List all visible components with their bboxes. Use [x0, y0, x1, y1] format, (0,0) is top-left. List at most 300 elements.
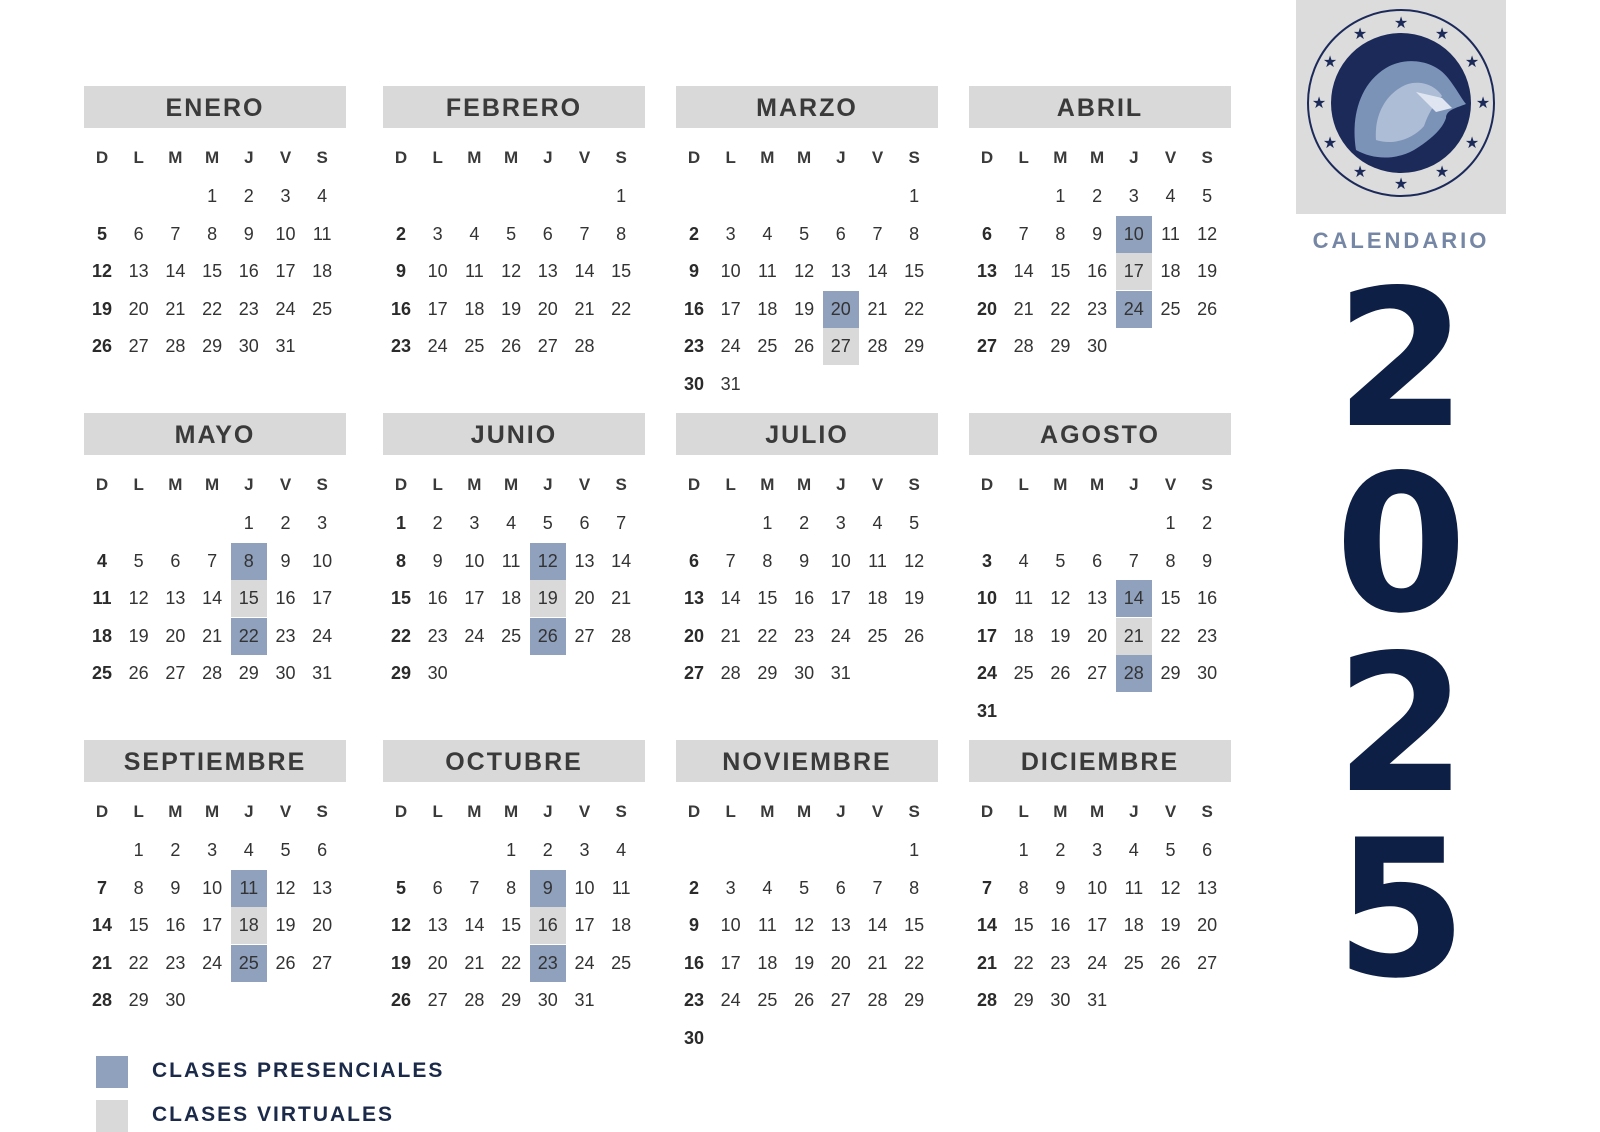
day-cell: 11	[611, 877, 631, 898]
day-cell: 14	[1116, 580, 1152, 617]
day-cell: 18	[757, 298, 778, 319]
day-cell: 14	[720, 588, 741, 608]
day-cell: 2	[688, 877, 699, 898]
month-agosto	[969, 413, 1231, 721]
day-cell: 7	[872, 223, 883, 244]
day-cell: 6	[1092, 550, 1103, 571]
weekday-label: M	[1053, 802, 1068, 821]
weekday-label: L	[432, 802, 443, 821]
weekday-label: M	[205, 802, 220, 821]
day-cell: 19	[275, 915, 296, 935]
day-cell: 27	[823, 328, 859, 365]
day-cell: 28	[976, 990, 998, 1010]
day-cell: 30	[1087, 336, 1108, 356]
year-digit-2: 0	[1334, 434, 1468, 655]
weekday-label: L	[133, 802, 144, 821]
weekday-label: M	[504, 148, 519, 167]
day-cell: 10	[312, 550, 333, 571]
day-cell: 31	[312, 663, 333, 683]
day-cell: 19	[530, 580, 566, 617]
day-cell: 16	[683, 952, 705, 973]
month-header: AGOSTO	[969, 413, 1231, 455]
day-cell: 8	[909, 223, 920, 244]
day-cell: 12	[794, 261, 815, 281]
day-cell: 29	[202, 336, 223, 356]
weekday-label: M	[168, 475, 183, 494]
day-cell: 15	[231, 580, 267, 617]
month-junio	[383, 413, 645, 683]
day-cell: 4	[1128, 840, 1139, 860]
day-cell: 20	[1197, 915, 1218, 935]
year-digit-3: 2	[1334, 614, 1468, 835]
day-cell: 11	[92, 588, 112, 608]
weekday-header-row	[969, 475, 1231, 499]
day-cell: 14	[464, 915, 485, 935]
weekday-label: L	[725, 148, 736, 167]
year-digit-4: 5	[1334, 799, 1468, 1020]
day-cell: 1	[207, 186, 218, 206]
day-cell: 27	[128, 336, 149, 356]
day-cell: 4	[616, 840, 627, 860]
day-cell: 28	[867, 336, 888, 356]
month-enero	[84, 86, 346, 356]
day-cell: 20	[427, 952, 448, 973]
weekday-label: M	[205, 475, 220, 494]
day-cell: 10	[464, 550, 485, 571]
weekday-label: D	[95, 802, 109, 821]
day-cell: 12	[91, 261, 113, 281]
svg-text:★: ★	[1475, 93, 1491, 112]
day-cell: 6	[579, 513, 590, 533]
weekday-label: J	[543, 148, 553, 167]
weekday-label: D	[687, 802, 701, 821]
day-cell: 3	[207, 840, 218, 860]
day-cell: 19	[794, 298, 815, 319]
weekday-label: M	[504, 475, 519, 494]
day-cell: 2	[280, 513, 291, 533]
day-cell: 13	[683, 588, 705, 608]
day-cell: 17	[574, 915, 595, 935]
day-cell: 28	[464, 990, 485, 1010]
day-cell: 14	[976, 915, 998, 935]
day-cell: 21	[91, 952, 113, 973]
day-cell: 10	[976, 588, 998, 608]
weekday-label: V	[1164, 802, 1177, 821]
day-cell: 3	[725, 877, 736, 898]
weekday-label: S	[316, 148, 328, 167]
day-cell: 4	[243, 840, 254, 860]
weekday-label: S	[1201, 475, 1213, 494]
weekday-label: S	[1201, 148, 1213, 167]
weekday-label: L	[432, 475, 443, 494]
day-cell: 31	[830, 663, 851, 683]
weekday-label: D	[980, 802, 994, 821]
day-cell: 30	[794, 663, 815, 683]
day-cell: 10	[574, 877, 595, 898]
day-cell: 26	[1050, 663, 1071, 683]
day-cell: 20	[830, 952, 851, 973]
day-cell: 8	[1165, 550, 1176, 571]
day-cell: 31	[275, 336, 296, 356]
day-cell: 21	[867, 298, 888, 319]
weekday-label: L	[432, 148, 443, 167]
weekday-label: M	[467, 802, 482, 821]
weekday-label: M	[1053, 148, 1068, 167]
weekday-label: J	[244, 148, 254, 167]
legend-presencial-label: CLASES PRESENCIALES	[152, 1059, 445, 1082]
day-cell: 4	[469, 223, 480, 244]
weekday-label: D	[687, 475, 701, 494]
day-cell: 3	[432, 223, 443, 244]
day-cell: 31	[1087, 990, 1108, 1010]
logo-box	[1296, 0, 1506, 214]
day-cell: 20	[1087, 625, 1108, 646]
day-cell: 22	[757, 625, 778, 646]
day-cell: 19	[1197, 261, 1218, 281]
month-septiembre	[84, 740, 346, 1010]
day-cell: 2	[688, 223, 699, 244]
day-cell: 31	[976, 700, 998, 721]
weekday-header-row	[383, 802, 645, 826]
day-cell: 30	[683, 373, 705, 394]
day-cell: 21	[720, 625, 741, 646]
day-cell: 2	[395, 223, 406, 244]
day-cell: 14	[91, 915, 113, 935]
day-cell: 7	[1128, 550, 1139, 571]
day-cell: 12	[904, 550, 925, 571]
day-cell: 9	[530, 870, 566, 907]
day-cell: 9	[1055, 877, 1066, 898]
month-diciembre	[969, 740, 1231, 1010]
day-cell: 12	[794, 915, 815, 935]
day-cell: 26	[275, 952, 296, 973]
day-cell: 19	[390, 952, 412, 973]
day-cell: 18	[464, 298, 485, 319]
day-cell: 25	[1013, 663, 1034, 683]
day-cell: 20	[165, 625, 186, 646]
svg-text:★: ★	[1434, 24, 1450, 43]
day-cell: 9	[170, 877, 181, 898]
day-cell: 5	[799, 877, 810, 898]
day-cell: 23	[275, 625, 296, 646]
day-cell: 1	[133, 840, 144, 860]
day-cell: 24	[720, 990, 741, 1010]
day-cell: 12	[390, 915, 412, 935]
day-cell: 10	[427, 261, 448, 281]
day-cell: 17	[830, 588, 851, 608]
weekday-label: S	[615, 148, 627, 167]
day-cell: 27	[976, 336, 998, 356]
day-cell: 12	[1160, 877, 1181, 898]
day-cell: 25	[501, 625, 522, 646]
day-cell: 17	[427, 298, 448, 319]
day-cell: 9	[688, 915, 699, 935]
day-cell: 16	[165, 915, 186, 935]
day-cell: 22	[904, 952, 925, 973]
weekday-label: V	[578, 148, 591, 167]
day-cell: 23	[390, 336, 412, 356]
weekday-label: V	[578, 802, 591, 821]
day-cell: 3	[981, 550, 992, 571]
weekday-label: J	[1129, 475, 1139, 494]
day-cell: 20	[537, 298, 558, 319]
day-cell: 28	[574, 336, 595, 356]
day-cell: 18	[1123, 915, 1144, 935]
day-cell: 30	[1050, 990, 1071, 1010]
legend-presencial-swatch	[96, 1056, 128, 1088]
svg-text:★: ★	[1434, 162, 1450, 181]
day-cell: 9	[1092, 223, 1103, 244]
day-cell: 25	[757, 990, 778, 1010]
svg-text:★: ★	[1464, 133, 1480, 152]
weekday-label: S	[908, 148, 920, 167]
calendar-title: CALENDARIO	[1312, 228, 1490, 253]
day-cell: 29	[757, 663, 778, 683]
day-cell: 5	[909, 513, 920, 533]
day-cell: 23	[1050, 952, 1071, 973]
day-cell: 7	[725, 550, 736, 571]
month-abril	[969, 86, 1231, 356]
day-cell: 9	[243, 223, 254, 244]
day-cell: 8	[133, 877, 144, 898]
day-cell: 23	[794, 625, 815, 646]
weekday-label: S	[1201, 802, 1213, 821]
day-cell: 4	[762, 877, 773, 898]
weekday-label: J	[836, 802, 846, 821]
day-cell: 29	[390, 663, 412, 683]
day-cell: 23	[165, 952, 186, 973]
day-cell: 6	[542, 223, 553, 244]
day-cell: 5	[1165, 840, 1176, 860]
day-cell: 16	[683, 298, 705, 319]
day-cell: 8	[1055, 223, 1066, 244]
day-cell: 6	[981, 223, 992, 244]
day-cell: 5	[506, 223, 517, 244]
day-cell: 3	[835, 513, 846, 533]
day-cell: 21	[574, 298, 595, 319]
day-cell: 27	[1197, 952, 1218, 973]
day-cell: 15	[904, 261, 925, 281]
day-cell: 22	[390, 625, 412, 646]
weekday-label: M	[1090, 475, 1105, 494]
day-cell: 23	[530, 945, 566, 982]
day-cell: 18	[757, 952, 778, 973]
day-cell: 25	[867, 625, 888, 646]
day-cell: 24	[830, 625, 851, 646]
day-cell: 21	[976, 952, 998, 973]
day-cell: 15	[1050, 261, 1071, 281]
day-cell: 22	[501, 952, 522, 973]
day-cell: 3	[579, 840, 590, 860]
day-cell: 26	[501, 336, 522, 356]
day-cell: 30	[165, 990, 186, 1010]
weekday-label: L	[133, 475, 144, 494]
month-noviembre	[676, 740, 938, 1048]
weekday-label: D	[980, 475, 994, 494]
day-cell: 1	[762, 513, 773, 533]
weekday-label: V	[871, 475, 884, 494]
day-cell: 23	[427, 625, 448, 646]
day-cell: 27	[312, 952, 333, 973]
day-cell: 21	[867, 952, 888, 973]
day-cell: 13	[427, 915, 448, 935]
day-cell: 21	[464, 952, 485, 973]
day-cell: 7	[170, 223, 181, 244]
day-cell: 25	[231, 945, 267, 982]
day-cell: 15	[611, 261, 632, 281]
day-cell: 20	[823, 291, 859, 328]
day-cell: 30	[1197, 663, 1218, 683]
day-cell: 22	[1160, 625, 1181, 646]
day-cell: 11	[501, 550, 521, 571]
day-cell: 8	[909, 877, 920, 898]
day-cell: 18	[867, 588, 888, 608]
day-cell: 18	[611, 915, 632, 935]
day-cell: 14	[867, 915, 888, 935]
day-cell: 1	[1165, 513, 1176, 533]
day-cell: 24	[427, 336, 448, 356]
day-cell: 30	[238, 336, 259, 356]
day-cell: 13	[1087, 588, 1108, 608]
day-cell: 2	[799, 513, 810, 533]
day-cell: 15	[1013, 915, 1034, 935]
month-header: NOVIEMBRE	[676, 740, 938, 782]
day-cell: 17	[312, 588, 333, 608]
day-cell: 24	[976, 663, 998, 683]
weekday-label: M	[504, 802, 519, 821]
day-cell: 7	[1018, 223, 1029, 244]
month-header: MAYO	[84, 413, 346, 455]
day-cell: 2	[243, 186, 254, 206]
day-cell: 21	[1013, 298, 1034, 319]
day-cell: 28	[720, 663, 741, 683]
day-cell: 13	[830, 915, 851, 935]
day-cell: 3	[317, 513, 328, 533]
weekday-label: D	[95, 475, 109, 494]
day-cell: 9	[688, 261, 699, 281]
day-cell: 14	[574, 261, 595, 281]
day-cell: 25	[464, 336, 485, 356]
day-cell: 11	[758, 261, 777, 281]
day-cell: 14	[202, 588, 223, 608]
day-cell: 22	[1013, 952, 1034, 973]
day-cell: 13	[976, 261, 998, 281]
day-cell: 20	[683, 625, 705, 646]
day-cell: 11	[1014, 588, 1034, 608]
day-cell: 1	[1018, 840, 1029, 860]
legend-virtual-label: CLASES VIRTUALES	[152, 1103, 395, 1126]
day-cell: 25	[1123, 952, 1144, 973]
day-cell: 20	[312, 915, 333, 935]
weekday-header-row	[84, 802, 346, 826]
day-cell: 24	[1087, 952, 1108, 973]
day-cell: 24	[275, 298, 296, 319]
lion-emblem-icon	[1296, 0, 1506, 214]
day-cell: 17	[275, 261, 296, 281]
day-cell: 22	[231, 618, 267, 655]
day-cell: 10	[830, 550, 851, 571]
weekday-label: J	[836, 475, 846, 494]
weekday-header-row	[676, 802, 938, 826]
day-cell: 27	[683, 663, 705, 683]
day-cell: 19	[794, 952, 815, 973]
month-header: OCTUBRE	[383, 740, 645, 782]
day-cell: 6	[317, 840, 328, 860]
weekday-label: S	[615, 802, 627, 821]
weekday-label: V	[279, 148, 292, 167]
day-cell: 1	[395, 513, 406, 533]
weekday-label: V	[279, 475, 292, 494]
day-cell: 11	[231, 870, 267, 907]
day-cell: 11	[1124, 877, 1144, 898]
weekday-label: S	[908, 802, 920, 821]
day-cell: 10	[202, 877, 223, 898]
day-cell: 16	[1087, 261, 1108, 281]
day-cell: 26	[904, 625, 925, 646]
month-mayo	[84, 413, 346, 683]
weekday-label: M	[760, 148, 775, 167]
weekday-label: V	[1164, 475, 1177, 494]
day-cell: 15	[390, 588, 412, 608]
day-cell: 8	[616, 223, 627, 244]
day-cell: 12	[275, 877, 296, 898]
month-header: JUNIO	[383, 413, 645, 455]
day-cell: 6	[835, 223, 846, 244]
day-cell: 5	[1202, 186, 1213, 206]
month-header: MARZO	[676, 86, 938, 128]
day-cell: 18	[1013, 625, 1034, 646]
day-cell: 3	[1128, 186, 1139, 206]
day-cell: 31	[720, 373, 741, 394]
weekday-label: L	[725, 475, 736, 494]
day-cell: 13	[312, 877, 333, 898]
weekday-label: L	[1018, 802, 1029, 821]
day-cell: 1	[909, 186, 920, 206]
day-cell: 1	[243, 513, 254, 533]
day-cell: 10	[720, 261, 741, 281]
day-cell: 5	[799, 223, 810, 244]
weekday-label: M	[760, 802, 775, 821]
day-cell: 18	[1160, 261, 1181, 281]
day-cell: 11	[1161, 223, 1180, 244]
day-cell: 9	[799, 550, 810, 571]
day-cell: 16	[427, 588, 448, 608]
day-cell: 7	[872, 877, 883, 898]
weekday-label: D	[95, 148, 109, 167]
day-cell: 17	[976, 625, 998, 646]
day-cell: 9	[395, 261, 406, 281]
day-cell: 14	[1013, 261, 1034, 281]
day-cell: 8	[1018, 877, 1029, 898]
day-cell: 1	[616, 186, 627, 206]
day-cell: 10	[275, 223, 296, 244]
weekday-label: S	[316, 475, 328, 494]
day-cell: 8	[207, 223, 218, 244]
day-cell: 7	[207, 550, 218, 571]
day-cell: 10	[1087, 877, 1108, 898]
day-cell: 13	[574, 550, 595, 571]
day-cell: 28	[1013, 336, 1034, 356]
day-cell: 7	[469, 877, 480, 898]
day-cell: 27	[1087, 663, 1108, 683]
day-cell: 22	[202, 298, 223, 319]
day-cell: 9	[432, 550, 443, 571]
day-cell: 2	[1055, 840, 1066, 860]
weekday-header-row	[84, 475, 346, 499]
day-cell: 27	[537, 336, 558, 356]
day-cell: 26	[794, 990, 815, 1010]
day-cell: 7	[981, 877, 992, 898]
